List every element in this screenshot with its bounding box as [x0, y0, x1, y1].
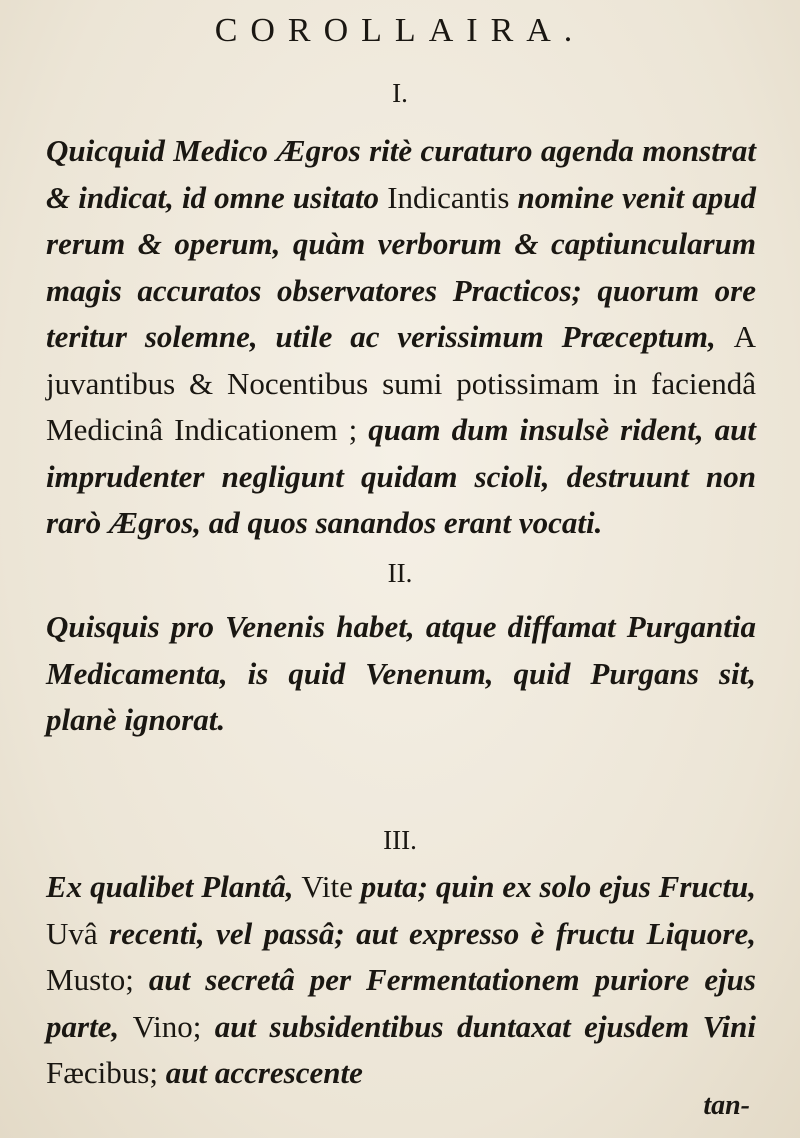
section-paragraph-3 — [46, 864, 756, 1097]
section-numeral-3: III. — [383, 825, 417, 855]
text-segment: A juvantibus & Nocentibus sumi potissimam in faciendâ Medicinâ Indicationem ; — [46, 319, 756, 447]
section-paragraph-1 — [46, 128, 756, 547]
text-segment: Vite — [301, 869, 353, 904]
text-segment: Musto; — [46, 962, 134, 997]
text-segment: nomine venit apud rerum & operum, quàm verborum & captiuncularum magis accuratos observatores Practicos; quorum ore teritur solemne, utile ac verissimum Præceptum, — [46, 179, 756, 354]
text-segment: aut secretâ per Fermentationem puriore ejus parte, — [46, 962, 756, 1044]
section-numeral-1: I. — [392, 78, 408, 108]
text-segment: Vino; — [132, 1008, 202, 1044]
section-numeral-2: II. — [387, 558, 413, 588]
text-segment: aut accrescente — [157, 1055, 363, 1090]
text-segment: Quicquid Medico Ægros ritè curaturo agenda monstrat & indicat, id omne usitato — [46, 133, 756, 215]
section-paragraph-2 — [46, 604, 756, 744]
catchword: tan- — [703, 1090, 750, 1121]
text-segment: recenti, vel passâ; aut expresso è fructu Liquore, — [97, 915, 756, 951]
text-segment: quam dum insulsè rident, aut imprudenter negligunt quidam scioli, destruunt non rarò Ægros, ad quos sanandos erant vocati. — [46, 412, 757, 540]
text-segment: Uvâ — [46, 915, 98, 951]
text-segment: Fæcibus; — [46, 1055, 158, 1090]
text-segment: puta; quin ex solo ejus Fructu, — [352, 869, 757, 904]
text-segment: Quisquis pro Venenis habet, atque diffamat Purgantia Medicamenta, is quid Venenum, quid Purgans sit, planè ignorat. — [46, 609, 756, 737]
text-segment: Ex qualibet Plantâ, — [46, 869, 302, 904]
running-header: COROLLAIRA. — [214, 12, 586, 49]
text-segment: aut subsidentibus duntaxat ejusdem Vini — [201, 1008, 756, 1044]
text-segment: Indicantis — [387, 179, 510, 215]
